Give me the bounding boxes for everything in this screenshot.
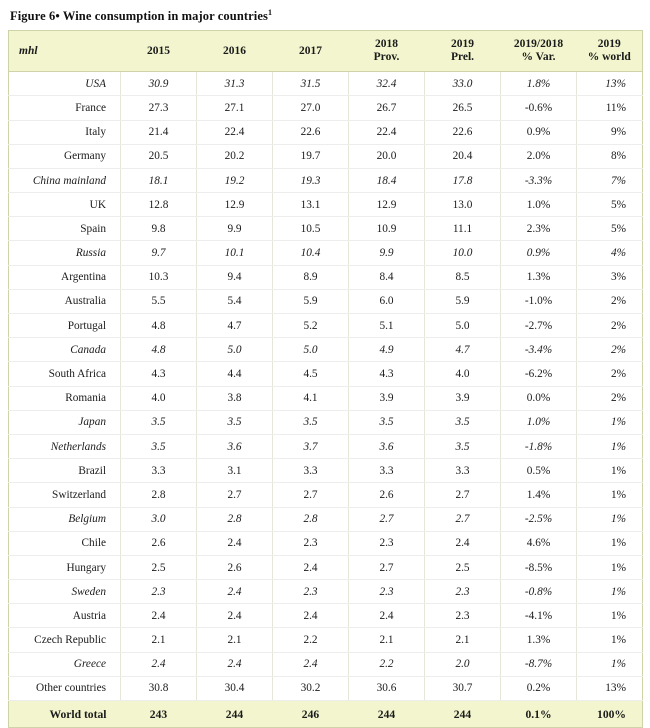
cell-world-share: 2% [577, 314, 643, 338]
cell-2015: 3.3 [121, 459, 197, 483]
cell-2018: 2.1 [349, 628, 425, 652]
cell-2017: 2.4 [273, 555, 349, 579]
column-header-unit: mhl [9, 31, 121, 72]
cell-country: Hungary [9, 555, 121, 579]
table-row [9, 96, 643, 120]
cell-2017: 27.0 [273, 96, 349, 120]
cell-2017: 3.7 [273, 434, 349, 458]
total-2016: 244 [197, 701, 273, 728]
cell-variation: 0.2% [501, 676, 577, 700]
cell-2016: 27.1 [197, 96, 273, 120]
cell-2015: 2.4 [121, 604, 197, 628]
table-row [9, 652, 643, 676]
cell-2015: 4.3 [121, 362, 197, 386]
cell-2015: 4.8 [121, 314, 197, 338]
table-row [9, 386, 643, 410]
cell-2016: 20.2 [197, 144, 273, 168]
cell-world-share: 9% [577, 120, 643, 144]
table-header [9, 31, 643, 72]
cell-variation: 1.8% [501, 72, 577, 96]
column-header-2015-line1: 2015 [147, 44, 170, 57]
cell-2015: 30.8 [121, 676, 197, 700]
cell-variation: -0.6% [501, 96, 577, 120]
cell-2019: 2.4 [425, 531, 501, 555]
cell-country: South Africa [9, 362, 121, 386]
cell-2019: 4.0 [425, 362, 501, 386]
cell-world-share: 5% [577, 193, 643, 217]
cell-2016: 2.4 [197, 580, 273, 604]
cell-2015: 21.4 [121, 120, 197, 144]
cell-2019: 22.6 [425, 120, 501, 144]
cell-2019: 2.7 [425, 483, 501, 507]
table-row [9, 580, 643, 604]
column-header-2019 [425, 31, 501, 72]
table-row [9, 676, 643, 700]
cell-country: Switzerland [9, 483, 121, 507]
table-row [9, 338, 643, 362]
cell-2018: 30.6 [349, 676, 425, 700]
cell-2019: 17.8 [425, 168, 501, 192]
cell-country: Argentina [9, 265, 121, 289]
cell-country: Other countries [9, 676, 121, 700]
cell-2016: 3.8 [197, 386, 273, 410]
cell-2016: 2.8 [197, 507, 273, 531]
cell-variation: -0.8% [501, 580, 577, 604]
cell-variation: -3.3% [501, 168, 577, 192]
cell-country: Chile [9, 531, 121, 555]
cell-variation: 0.0% [501, 386, 577, 410]
cell-2018: 6.0 [349, 289, 425, 313]
cell-world-share: 1% [577, 580, 643, 604]
table-row [9, 604, 643, 628]
cell-2016: 3.6 [197, 434, 273, 458]
cell-2016: 10.1 [197, 241, 273, 265]
cell-2017: 30.2 [273, 676, 349, 700]
cell-2017: 31.5 [273, 72, 349, 96]
cell-world-share: 1% [577, 604, 643, 628]
cell-2018: 4.3 [349, 362, 425, 386]
table-row [9, 217, 643, 241]
cell-2019: 30.7 [425, 676, 501, 700]
cell-country: Belgium [9, 507, 121, 531]
cell-variation: 4.6% [501, 531, 577, 555]
cell-2016: 19.2 [197, 168, 273, 192]
cell-2016: 9.9 [197, 217, 273, 241]
cell-world-share: 1% [577, 652, 643, 676]
column-header-variation-line1: 2019/2018 [513, 37, 564, 50]
cell-2017: 4.5 [273, 362, 349, 386]
cell-2015: 18.1 [121, 168, 197, 192]
cell-2019: 3.5 [425, 410, 501, 434]
cell-variation: 1.0% [501, 410, 577, 434]
column-header-2018 [349, 31, 425, 72]
cell-2019: 13.0 [425, 193, 501, 217]
cell-2019: 4.7 [425, 338, 501, 362]
cell-2018: 2.6 [349, 483, 425, 507]
cell-world-share: 5% [577, 217, 643, 241]
cell-2019: 5.9 [425, 289, 501, 313]
cell-country: Canada [9, 338, 121, 362]
cell-2015: 4.0 [121, 386, 197, 410]
cell-2015: 3.5 [121, 434, 197, 458]
cell-variation: -4.1% [501, 604, 577, 628]
cell-2016: 5.0 [197, 338, 273, 362]
table-row [9, 483, 643, 507]
cell-variation: 2.0% [501, 144, 577, 168]
table-row [9, 507, 643, 531]
table-row [9, 362, 643, 386]
cell-2018: 3.5 [349, 410, 425, 434]
cell-2019: 3.9 [425, 386, 501, 410]
column-header-world-share-line1: 2019 [597, 37, 621, 50]
cell-2018: 3.3 [349, 459, 425, 483]
cell-variation: 1.0% [501, 193, 577, 217]
cell-world-share: 13% [577, 676, 643, 700]
cell-variation: 1.4% [501, 483, 577, 507]
cell-2017: 2.8 [273, 507, 349, 531]
cell-2019: 8.5 [425, 265, 501, 289]
table-row [9, 628, 643, 652]
cell-2019: 20.4 [425, 144, 501, 168]
cell-variation: 0.9% [501, 120, 577, 144]
cell-world-share: 1% [577, 434, 643, 458]
cell-2019: 2.3 [425, 580, 501, 604]
cell-2015: 12.8 [121, 193, 197, 217]
cell-country: Portugal [9, 314, 121, 338]
cell-country: Japan [9, 410, 121, 434]
column-header-2017-line1: 2017 [299, 44, 322, 57]
cell-2019: 26.5 [425, 96, 501, 120]
column-header-2015 [121, 31, 197, 72]
cell-2018: 22.4 [349, 120, 425, 144]
table-row [9, 168, 643, 192]
cell-2016: 4.7 [197, 314, 273, 338]
table-footer [9, 701, 643, 728]
column-header-2018-line1: 2018 [375, 37, 398, 50]
cell-2019: 10.0 [425, 241, 501, 265]
cell-2018: 4.9 [349, 338, 425, 362]
cell-2019: 2.0 [425, 652, 501, 676]
cell-2019: 5.0 [425, 314, 501, 338]
column-header-variation-line2: % Var. [521, 51, 556, 64]
cell-country: China mainland [9, 168, 121, 192]
cell-2017: 22.6 [273, 120, 349, 144]
cell-world-share: 2% [577, 289, 643, 313]
cell-2015: 3.0 [121, 507, 197, 531]
cell-world-share: 2% [577, 386, 643, 410]
cell-2016: 31.3 [197, 72, 273, 96]
cell-2017: 2.4 [273, 652, 349, 676]
cell-country: Czech Republic [9, 628, 121, 652]
cell-country: Netherlands [9, 434, 121, 458]
total-variation: 0.1% [501, 701, 577, 728]
total-2019: 244 [425, 701, 501, 728]
table-row [9, 555, 643, 579]
cell-2018: 32.4 [349, 72, 425, 96]
cell-country: Austria [9, 604, 121, 628]
cell-country: Italy [9, 120, 121, 144]
cell-2017: 5.2 [273, 314, 349, 338]
table-row [9, 531, 643, 555]
cell-world-share: 2% [577, 338, 643, 362]
column-header-2019-line2: Prel. [450, 51, 475, 64]
cell-country: France [9, 96, 121, 120]
cell-2015: 2.3 [121, 580, 197, 604]
page-title [10, 8, 642, 24]
total-label: World total [9, 701, 121, 728]
cell-world-share: 1% [577, 459, 643, 483]
cell-2017: 2.3 [273, 580, 349, 604]
cell-variation: 1.3% [501, 265, 577, 289]
cell-2015: 20.5 [121, 144, 197, 168]
cell-2017: 3.5 [273, 410, 349, 434]
table-row [9, 241, 643, 265]
cell-2017: 10.5 [273, 217, 349, 241]
cell-world-share: 7% [577, 168, 643, 192]
cell-2018: 12.9 [349, 193, 425, 217]
cell-country: Russia [9, 241, 121, 265]
cell-2017: 19.3 [273, 168, 349, 192]
cell-2018: 10.9 [349, 217, 425, 241]
cell-2019: 2.7 [425, 507, 501, 531]
cell-2017: 2.3 [273, 531, 349, 555]
table-row [9, 459, 643, 483]
cell-2019: 11.1 [425, 217, 501, 241]
cell-world-share: 1% [577, 628, 643, 652]
cell-2017: 13.1 [273, 193, 349, 217]
cell-world-share: 8% [577, 144, 643, 168]
cell-2016: 2.4 [197, 604, 273, 628]
cell-2019: 2.3 [425, 604, 501, 628]
cell-country: Romania [9, 386, 121, 410]
cell-variation: -8.7% [501, 652, 577, 676]
cell-2017: 2.4 [273, 604, 349, 628]
cell-2018: 2.7 [349, 555, 425, 579]
column-header-2016-line1: 2016 [223, 44, 246, 57]
cell-world-share: 11% [577, 96, 643, 120]
table-row [9, 434, 643, 458]
table-row [9, 289, 643, 313]
cell-variation: 2.3% [501, 217, 577, 241]
table-row [9, 144, 643, 168]
cell-2018: 18.4 [349, 168, 425, 192]
cell-world-share: 4% [577, 241, 643, 265]
cell-variation: -1.0% [501, 289, 577, 313]
cell-2017: 10.4 [273, 241, 349, 265]
column-header-2017 [273, 31, 349, 72]
cell-variation: 0.5% [501, 459, 577, 483]
cell-2016: 9.4 [197, 265, 273, 289]
cell-2017: 19.7 [273, 144, 349, 168]
cell-2018: 3.6 [349, 434, 425, 458]
cell-2018: 2.7 [349, 507, 425, 531]
cell-2018: 2.3 [349, 531, 425, 555]
cell-2015: 2.6 [121, 531, 197, 555]
cell-2015: 5.5 [121, 289, 197, 313]
cell-2016: 2.4 [197, 531, 273, 555]
cell-variation: -2.5% [501, 507, 577, 531]
column-header-variation [501, 31, 577, 72]
cell-variation: -8.5% [501, 555, 577, 579]
cell-variation: 0.9% [501, 241, 577, 265]
cell-2017: 5.9 [273, 289, 349, 313]
cell-variation: -6.2% [501, 362, 577, 386]
cell-2018: 3.9 [349, 386, 425, 410]
cell-world-share: 1% [577, 507, 643, 531]
cell-2017: 4.1 [273, 386, 349, 410]
cell-world-share: 13% [577, 72, 643, 96]
table-row [9, 314, 643, 338]
cell-2019: 33.0 [425, 72, 501, 96]
cell-2017: 2.7 [273, 483, 349, 507]
column-header-2019-line1: 2019 [451, 37, 474, 50]
table-row [9, 265, 643, 289]
column-header-world-share-line2: % world [587, 51, 631, 64]
cell-2017: 8.9 [273, 265, 349, 289]
cell-2018: 26.7 [349, 96, 425, 120]
cell-2015: 27.3 [121, 96, 197, 120]
cell-country: Germany [9, 144, 121, 168]
cell-2016: 30.4 [197, 676, 273, 700]
cell-variation: -3.4% [501, 338, 577, 362]
table-row [9, 410, 643, 434]
table-row [9, 193, 643, 217]
cell-2016: 3.1 [197, 459, 273, 483]
cell-2015: 2.8 [121, 483, 197, 507]
cell-2015: 2.1 [121, 628, 197, 652]
cell-2016: 2.6 [197, 555, 273, 579]
column-header-2018-line2: Prov. [373, 51, 400, 64]
column-header-world-share [577, 31, 643, 72]
cell-world-share: 1% [577, 555, 643, 579]
figure-title-superscript: 1 [267, 8, 273, 17]
cell-variation: -1.8% [501, 434, 577, 458]
cell-2016: 2.1 [197, 628, 273, 652]
cell-2016: 2.4 [197, 652, 273, 676]
total-world-share: 100% [577, 701, 643, 728]
cell-country: Brazil [9, 459, 121, 483]
cell-2017: 5.0 [273, 338, 349, 362]
cell-variation: -2.7% [501, 314, 577, 338]
cell-2015: 9.8 [121, 217, 197, 241]
total-2017: 246 [273, 701, 349, 728]
cell-2018: 8.4 [349, 265, 425, 289]
cell-2019: 3.3 [425, 459, 501, 483]
cell-world-share: 3% [577, 265, 643, 289]
cell-2019: 2.5 [425, 555, 501, 579]
cell-2019: 3.5 [425, 434, 501, 458]
cell-country: USA [9, 72, 121, 96]
cell-2015: 30.9 [121, 72, 197, 96]
cell-2016: 4.4 [197, 362, 273, 386]
cell-2015: 4.8 [121, 338, 197, 362]
total-2015: 243 [121, 701, 197, 728]
cell-country: Greece [9, 652, 121, 676]
cell-2015: 9.7 [121, 241, 197, 265]
figure-title-text: Figure 6• Wine consumption in major countries [10, 9, 268, 24]
cell-2019: 2.1 [425, 628, 501, 652]
cell-variation: 1.3% [501, 628, 577, 652]
total-2018: 244 [349, 701, 425, 728]
table-row [9, 72, 643, 96]
cell-2016: 12.9 [197, 193, 273, 217]
cell-2015: 2.4 [121, 652, 197, 676]
cell-2018: 2.3 [349, 580, 425, 604]
cell-2015: 2.5 [121, 555, 197, 579]
wine-consumption-table [8, 30, 643, 728]
cell-2018: 2.4 [349, 604, 425, 628]
cell-world-share: 1% [577, 410, 643, 434]
cell-world-share: 1% [577, 483, 643, 507]
cell-2016: 22.4 [197, 120, 273, 144]
cell-country: UK [9, 193, 121, 217]
column-header-2016 [197, 31, 273, 72]
cell-world-share: 2% [577, 362, 643, 386]
table-row [9, 120, 643, 144]
cell-2015: 3.5 [121, 410, 197, 434]
cell-country: Australia [9, 289, 121, 313]
cell-2016: 5.4 [197, 289, 273, 313]
cell-2016: 2.7 [197, 483, 273, 507]
cell-country: Spain [9, 217, 121, 241]
table-row-total [9, 701, 643, 728]
cell-world-share: 1% [577, 531, 643, 555]
cell-2017: 3.3 [273, 459, 349, 483]
cell-2018: 5.1 [349, 314, 425, 338]
cell-2017: 2.2 [273, 628, 349, 652]
cell-2015: 10.3 [121, 265, 197, 289]
table-body [9, 72, 643, 701]
cell-2018: 2.2 [349, 652, 425, 676]
cell-2016: 3.5 [197, 410, 273, 434]
cell-2018: 9.9 [349, 241, 425, 265]
cell-country: Sweden [9, 580, 121, 604]
cell-2018: 20.0 [349, 144, 425, 168]
